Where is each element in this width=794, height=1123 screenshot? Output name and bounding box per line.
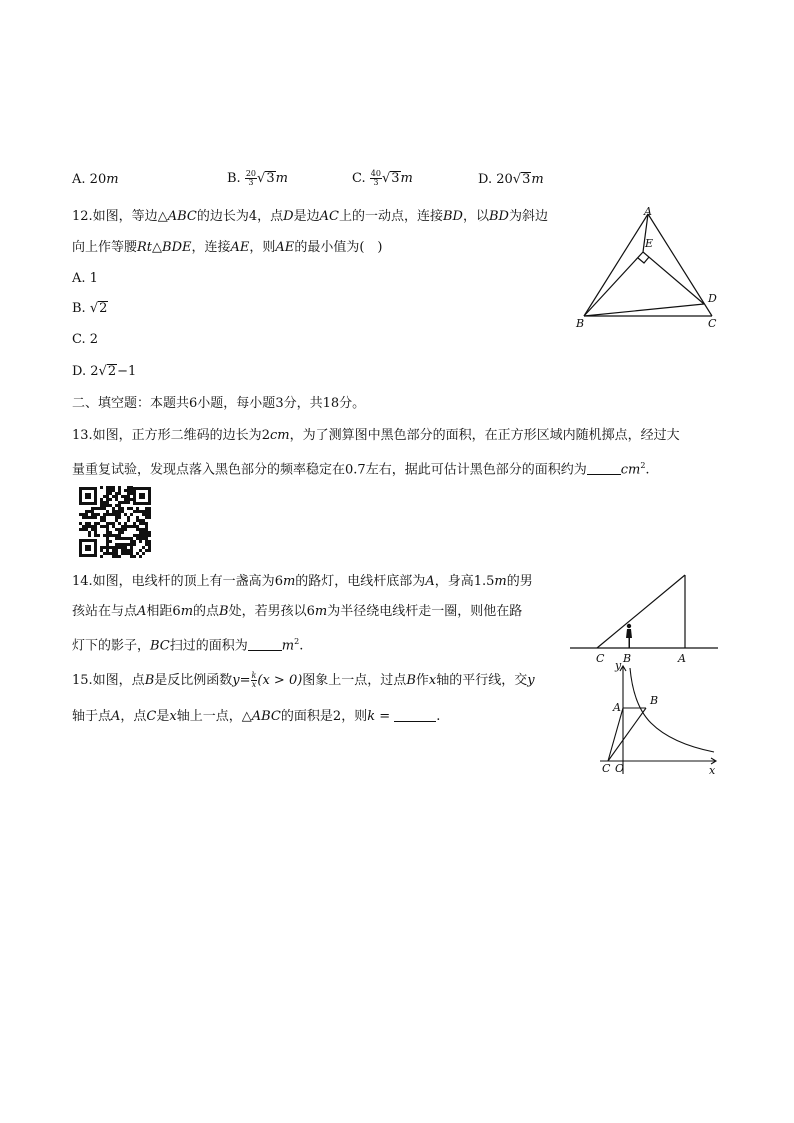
text: 孩站在与点 xyxy=(72,604,138,619)
text: 分。 xyxy=(339,396,366,411)
triangle-symbol: △ xyxy=(152,240,163,255)
math: 4 xyxy=(248,209,258,224)
label-b: B xyxy=(576,317,585,330)
label-a: A xyxy=(644,205,652,218)
q12-triangle-figure xyxy=(572,202,732,332)
math: B xyxy=(406,673,416,688)
option-label: B. xyxy=(227,171,241,186)
text: 为斜边 xyxy=(508,209,548,224)
text: 是 xyxy=(156,709,170,724)
radicand: 2 xyxy=(99,301,108,316)
math: y xyxy=(527,673,535,688)
denominator: x xyxy=(251,680,257,689)
text: 15.如图，点 xyxy=(72,673,145,688)
q12-stem-line2 xyxy=(72,240,382,256)
segment-ca xyxy=(608,708,623,761)
text: 灯下的影子， xyxy=(72,638,151,654)
q14-stem-line1 xyxy=(72,574,533,590)
segment-bd xyxy=(584,304,704,316)
math: 2 xyxy=(332,709,342,724)
q14-streetlight-figure xyxy=(566,568,722,666)
math: ABC xyxy=(167,209,197,224)
q14-stem-line3 xyxy=(72,634,303,654)
math: AE xyxy=(275,240,295,255)
fraction xyxy=(370,170,382,187)
segment-ab xyxy=(584,214,648,316)
text: 左右，据此可估计黑色部分的面积约为 xyxy=(365,462,587,478)
text: ，为了测算图中黑色部分的面积，在正方形区域内随机掷点，经过大 xyxy=(289,428,680,443)
q13-stem-line1 xyxy=(72,428,680,444)
qr-code-image xyxy=(78,486,152,558)
q13-stem-line2 xyxy=(72,458,650,478)
option-unit: m xyxy=(531,172,544,187)
math: BD xyxy=(488,209,509,224)
label-b: B xyxy=(623,652,632,665)
fraction xyxy=(245,170,257,187)
text: 为半径绕电线杆走一圈，则他在路 xyxy=(327,604,523,619)
q12-option-a xyxy=(72,271,98,287)
text: 的边长为 xyxy=(196,209,249,224)
math: C xyxy=(146,709,157,724)
text: 的最小值为( ) xyxy=(294,240,383,255)
text: ，则 xyxy=(341,709,368,724)
text: 二、填空题：本题共 xyxy=(72,396,190,411)
label-c: C xyxy=(602,762,611,775)
denominator: 3 xyxy=(248,178,254,187)
boy-icon xyxy=(626,624,632,648)
sqrt-sign: √ xyxy=(512,172,522,187)
label-y: y xyxy=(615,660,622,672)
label-x: x xyxy=(709,764,716,777)
text: ，点 xyxy=(257,209,284,224)
math: B xyxy=(219,604,229,619)
radicand: 3 xyxy=(266,171,275,186)
math: x xyxy=(169,709,177,724)
option-label: C. xyxy=(72,332,86,347)
text: 量重复试验，发现点落入黑色部分的频率稳定在 xyxy=(72,462,346,478)
label-d: D xyxy=(708,292,717,305)
math: 1.5 xyxy=(473,574,495,589)
math: 2 xyxy=(294,637,300,646)
text: ，点 xyxy=(120,709,147,724)
math: ABC xyxy=(251,709,281,724)
option-value: 20 xyxy=(496,172,513,187)
text: . xyxy=(299,638,304,654)
math: 6 xyxy=(189,396,198,411)
math: = xyxy=(375,709,395,724)
option-unit: m xyxy=(106,172,119,187)
numerator: 40 xyxy=(370,169,381,178)
math: 2 xyxy=(640,461,646,470)
text: 的面积是 xyxy=(280,709,333,724)
option-value: −1 xyxy=(117,364,137,379)
math: m xyxy=(180,604,194,619)
text: 图象上一点，过点 xyxy=(302,673,407,688)
light-ray xyxy=(597,575,685,648)
radicand: 3 xyxy=(391,171,400,186)
math: 3 xyxy=(275,396,284,411)
option-label: D. xyxy=(478,172,493,187)
option-unit: m xyxy=(400,171,413,186)
sqrt-sign: √ xyxy=(98,364,107,379)
option-value: 2 xyxy=(90,364,99,379)
q12-option-b xyxy=(72,301,108,317)
q11-option-a xyxy=(72,172,119,188)
text: 轴的平行线，交 xyxy=(436,673,528,688)
q14-stem-line2 xyxy=(72,604,522,620)
text: 小题，每小题 xyxy=(197,396,276,411)
text: 扫过的面积为 xyxy=(169,638,248,654)
math: 0.7 xyxy=(345,462,366,478)
option-label: C. xyxy=(352,171,366,186)
math: BD xyxy=(442,209,463,224)
option-value: 2 xyxy=(89,332,99,347)
text: 向上作等腰 xyxy=(72,240,138,255)
math: 2 xyxy=(261,428,270,443)
numerator: 20 xyxy=(245,169,257,178)
radicand: 2 xyxy=(107,364,117,379)
hyperbola-curve xyxy=(630,668,714,752)
text: 的男 xyxy=(506,574,533,589)
sqrt-sign: √ xyxy=(89,301,99,316)
q15-hyperbola-figure xyxy=(594,660,724,778)
text: 是反比例函数 xyxy=(154,673,233,688)
q12-option-d xyxy=(72,364,136,380)
text: ，身高 xyxy=(434,574,474,589)
label-a: A xyxy=(678,652,686,665)
segment-de xyxy=(643,252,704,304)
label-a: A xyxy=(613,701,621,714)
math: D xyxy=(283,209,294,224)
math: A xyxy=(137,604,147,619)
q11-option-c xyxy=(352,170,413,187)
math: 18 xyxy=(322,396,340,411)
text: 分，共 xyxy=(283,396,323,411)
label-c: C xyxy=(708,317,717,330)
math: AC xyxy=(319,209,339,224)
math: cm xyxy=(620,462,641,478)
text: 上的一动点，连接 xyxy=(338,209,443,224)
numerator: k xyxy=(251,671,257,680)
answer-blank xyxy=(587,462,621,475)
option-unit: m xyxy=(275,171,288,186)
label-o: O xyxy=(615,762,625,775)
text: 相距 xyxy=(146,604,173,619)
label-e: E xyxy=(645,237,654,250)
segment-be xyxy=(584,252,643,316)
sqrt-sign: √ xyxy=(381,171,391,186)
math: A xyxy=(111,709,121,724)
q12-stem-line1 xyxy=(72,209,548,225)
option-label: D. xyxy=(72,364,87,379)
denominator: 3 xyxy=(373,178,379,187)
text: 14.如图，电线杆的顶上有一盏高为 xyxy=(72,574,275,589)
option-label: B. xyxy=(72,301,86,316)
math: m xyxy=(314,604,328,619)
math: 6 xyxy=(306,604,315,619)
math: (x > 0) xyxy=(257,673,303,688)
text: 的路灯，电线杆底部为 xyxy=(295,574,426,589)
math: BDE xyxy=(162,240,192,255)
right-angle-mark xyxy=(638,257,649,263)
math: x xyxy=(428,673,437,688)
q11-option-d xyxy=(478,172,544,188)
answer-blank xyxy=(248,638,282,651)
text: 作 xyxy=(415,673,429,688)
option-label: A. xyxy=(72,271,86,286)
text: ，则 xyxy=(249,240,276,255)
text: . xyxy=(645,462,650,478)
label-c: C xyxy=(596,652,605,665)
text: 13.如图，正方形二维码的边长为 xyxy=(72,428,262,443)
text: 的点 xyxy=(193,604,220,619)
sqrt-sign: √ xyxy=(257,171,266,186)
q11-option-b xyxy=(227,170,288,187)
math: m xyxy=(494,574,507,589)
option-value: 20 xyxy=(89,172,107,187)
label-b: B xyxy=(650,694,659,707)
math: BC xyxy=(150,638,170,654)
text: . xyxy=(436,709,441,724)
text: ，连接 xyxy=(191,240,231,255)
math: Rt xyxy=(137,240,153,255)
text: ，以 xyxy=(462,209,489,224)
section-heading xyxy=(72,396,365,412)
q12-option-c xyxy=(72,332,98,348)
q15-stem-line1 xyxy=(72,672,535,689)
radicand: 3 xyxy=(522,172,531,187)
math: 6 xyxy=(274,574,283,589)
text: 轴于点 xyxy=(72,709,112,724)
answer-blank xyxy=(394,709,436,722)
math: A xyxy=(425,574,435,589)
text: 是边 xyxy=(293,209,320,224)
math: = xyxy=(239,673,251,688)
text: 12.如图，等边 xyxy=(72,209,158,224)
math: y xyxy=(232,673,240,688)
math: B xyxy=(144,673,155,688)
text: 处，若男孩以 xyxy=(228,604,307,619)
text: 轴上一点， xyxy=(176,709,242,724)
math: AE xyxy=(230,240,250,255)
math: cm xyxy=(269,428,290,443)
q15-stem-line2 xyxy=(72,709,440,725)
option-label: A. xyxy=(72,172,86,187)
segment-cb xyxy=(608,708,646,761)
option-value: 1 xyxy=(89,271,98,286)
math: k xyxy=(367,709,376,724)
math: m xyxy=(281,638,295,654)
triangle-symbol: △ xyxy=(241,709,252,724)
math: m xyxy=(282,574,296,589)
math: 6 xyxy=(172,604,181,619)
triangle-symbol: △ xyxy=(157,209,168,224)
